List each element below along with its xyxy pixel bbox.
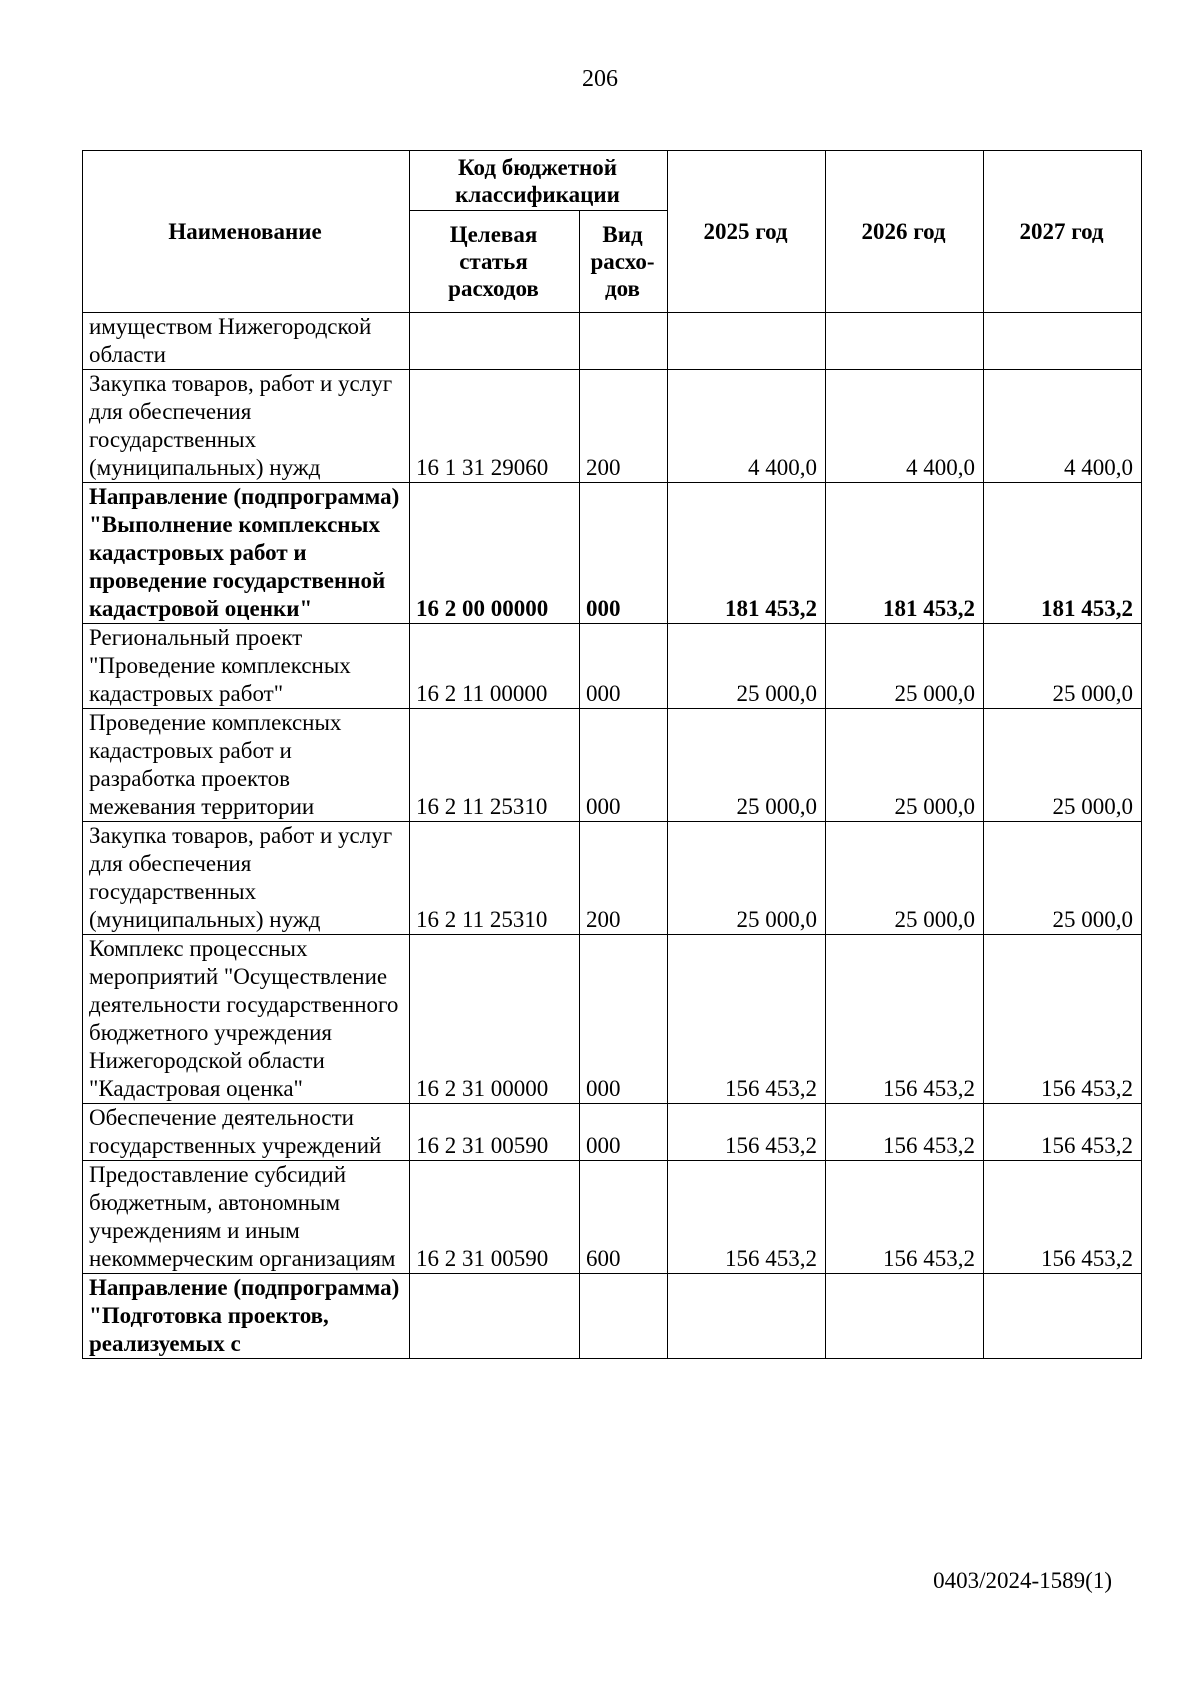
row-value-2025: 25 000,0 (668, 709, 826, 822)
row-value-2027: 25 000,0 (984, 822, 1142, 935)
row-value-2025 (668, 313, 826, 370)
table-row (83, 822, 1142, 935)
table-row (83, 370, 1142, 483)
row-value-2026 (826, 1274, 984, 1359)
table-row (83, 1274, 1142, 1359)
row-target-article: 16 2 31 00000 (410, 935, 580, 1104)
row-value-2025: 156 453,2 (668, 935, 826, 1104)
row-value-2025 (668, 1274, 826, 1359)
row-target-article (410, 313, 580, 370)
header-2026: 2026 год (826, 151, 984, 313)
row-expense-type: 200 (580, 822, 668, 935)
row-value-2026: 156 453,2 (826, 935, 984, 1104)
row-value-2026: 181 453,2 (826, 483, 984, 624)
row-value-2027: 25 000,0 (984, 624, 1142, 709)
row-expense-type (580, 313, 668, 370)
table-row (83, 313, 1142, 370)
row-name: Предоставление субсидий бюджетным, автономным учреждениям и иным некоммерческим организациям (83, 1161, 410, 1274)
header-name: Наименование (83, 151, 410, 313)
header-expense-type: Вид расхо-дов (580, 211, 668, 313)
row-value-2026: 25 000,0 (826, 624, 984, 709)
row-value-2027: 156 453,2 (984, 1104, 1142, 1161)
row-target-article: 16 2 11 25310 (410, 822, 580, 935)
row-name: Проведение комплексных кадастровых работ и разработка проектов межевания территории (83, 709, 410, 822)
header-2025: 2025 год (668, 151, 826, 313)
table-row (83, 624, 1142, 709)
row-name: Закупка товаров, работ и услуг для обеспечения государственных (муниципальных) нужд (83, 370, 410, 483)
table-row (83, 935, 1142, 1104)
row-value-2025: 156 453,2 (668, 1104, 826, 1161)
row-value-2027: 156 453,2 (984, 1161, 1142, 1274)
row-name: Направление (подпрограмма) "Выполнение комплексных кадастровых работ и проведение государственной кадастровой оценки" (83, 483, 410, 624)
table-row (83, 1104, 1142, 1161)
table-row (83, 1161, 1142, 1274)
row-name: Региональный проект "Проведение комплексных кадастровых работ" (83, 624, 410, 709)
row-name: Направление (подпрограмма) "Подготовка проектов, реализуемых с (83, 1274, 410, 1359)
row-target-article: 16 2 00 00000 (410, 483, 580, 624)
header-code-group: Код бюджетной классификации (410, 151, 668, 211)
row-expense-type: 000 (580, 709, 668, 822)
table-row (83, 483, 1142, 624)
row-expense-type: 000 (580, 1104, 668, 1161)
table-body (83, 313, 1142, 1359)
row-value-2026: 156 453,2 (826, 1161, 984, 1274)
row-target-article: 16 1 31 29060 (410, 370, 580, 483)
row-target-article: 16 2 11 00000 (410, 624, 580, 709)
row-expense-type (580, 1274, 668, 1359)
row-value-2026: 25 000,0 (826, 709, 984, 822)
header-2027: 2027 год (984, 151, 1142, 313)
row-value-2027: 4 400,0 (984, 370, 1142, 483)
row-value-2026: 156 453,2 (826, 1104, 984, 1161)
row-value-2025: 156 453,2 (668, 1161, 826, 1274)
row-value-2026 (826, 313, 984, 370)
row-value-2025: 181 453,2 (668, 483, 826, 624)
row-expense-type: 000 (580, 483, 668, 624)
row-expense-type: 000 (580, 935, 668, 1104)
row-value-2025: 25 000,0 (668, 822, 826, 935)
row-name: Закупка товаров, работ и услуг для обеспечения государственных (муниципальных) нужд (83, 822, 410, 935)
row-target-article (410, 1274, 580, 1359)
row-expense-type: 000 (580, 624, 668, 709)
row-expense-type: 600 (580, 1161, 668, 1274)
row-name: Комплекс процессных мероприятий "Осуществление деятельности государственного бюджетного учреждения Нижегородской области "Кадастровая оценка" (83, 935, 410, 1104)
row-target-article: 16 2 31 00590 (410, 1161, 580, 1274)
table-row (83, 709, 1142, 822)
row-value-2027: 25 000,0 (984, 709, 1142, 822)
header-target-article: Целевая статья расходов (410, 211, 580, 313)
row-value-2025: 25 000,0 (668, 624, 826, 709)
row-value-2027 (984, 1274, 1142, 1359)
table-header (83, 151, 1142, 313)
row-name: имуществом Нижегородской области (83, 313, 410, 370)
row-value-2026: 4 400,0 (826, 370, 984, 483)
row-value-2027: 156 453,2 (984, 935, 1142, 1104)
row-value-2025: 4 400,0 (668, 370, 826, 483)
row-expense-type: 200 (580, 370, 668, 483)
row-target-article: 16 2 31 00590 (410, 1104, 580, 1161)
row-value-2026: 25 000,0 (826, 822, 984, 935)
row-value-2027: 181 453,2 (984, 483, 1142, 624)
row-target-article: 16 2 11 25310 (410, 709, 580, 822)
budget-table (82, 150, 1142, 1359)
document-number: 0403/2024-1589(1) (933, 1568, 1112, 1593)
row-name: Обеспечение деятельности государственных учреждений (83, 1104, 410, 1161)
row-value-2027 (984, 313, 1142, 370)
page-number: 206 (582, 66, 618, 92)
